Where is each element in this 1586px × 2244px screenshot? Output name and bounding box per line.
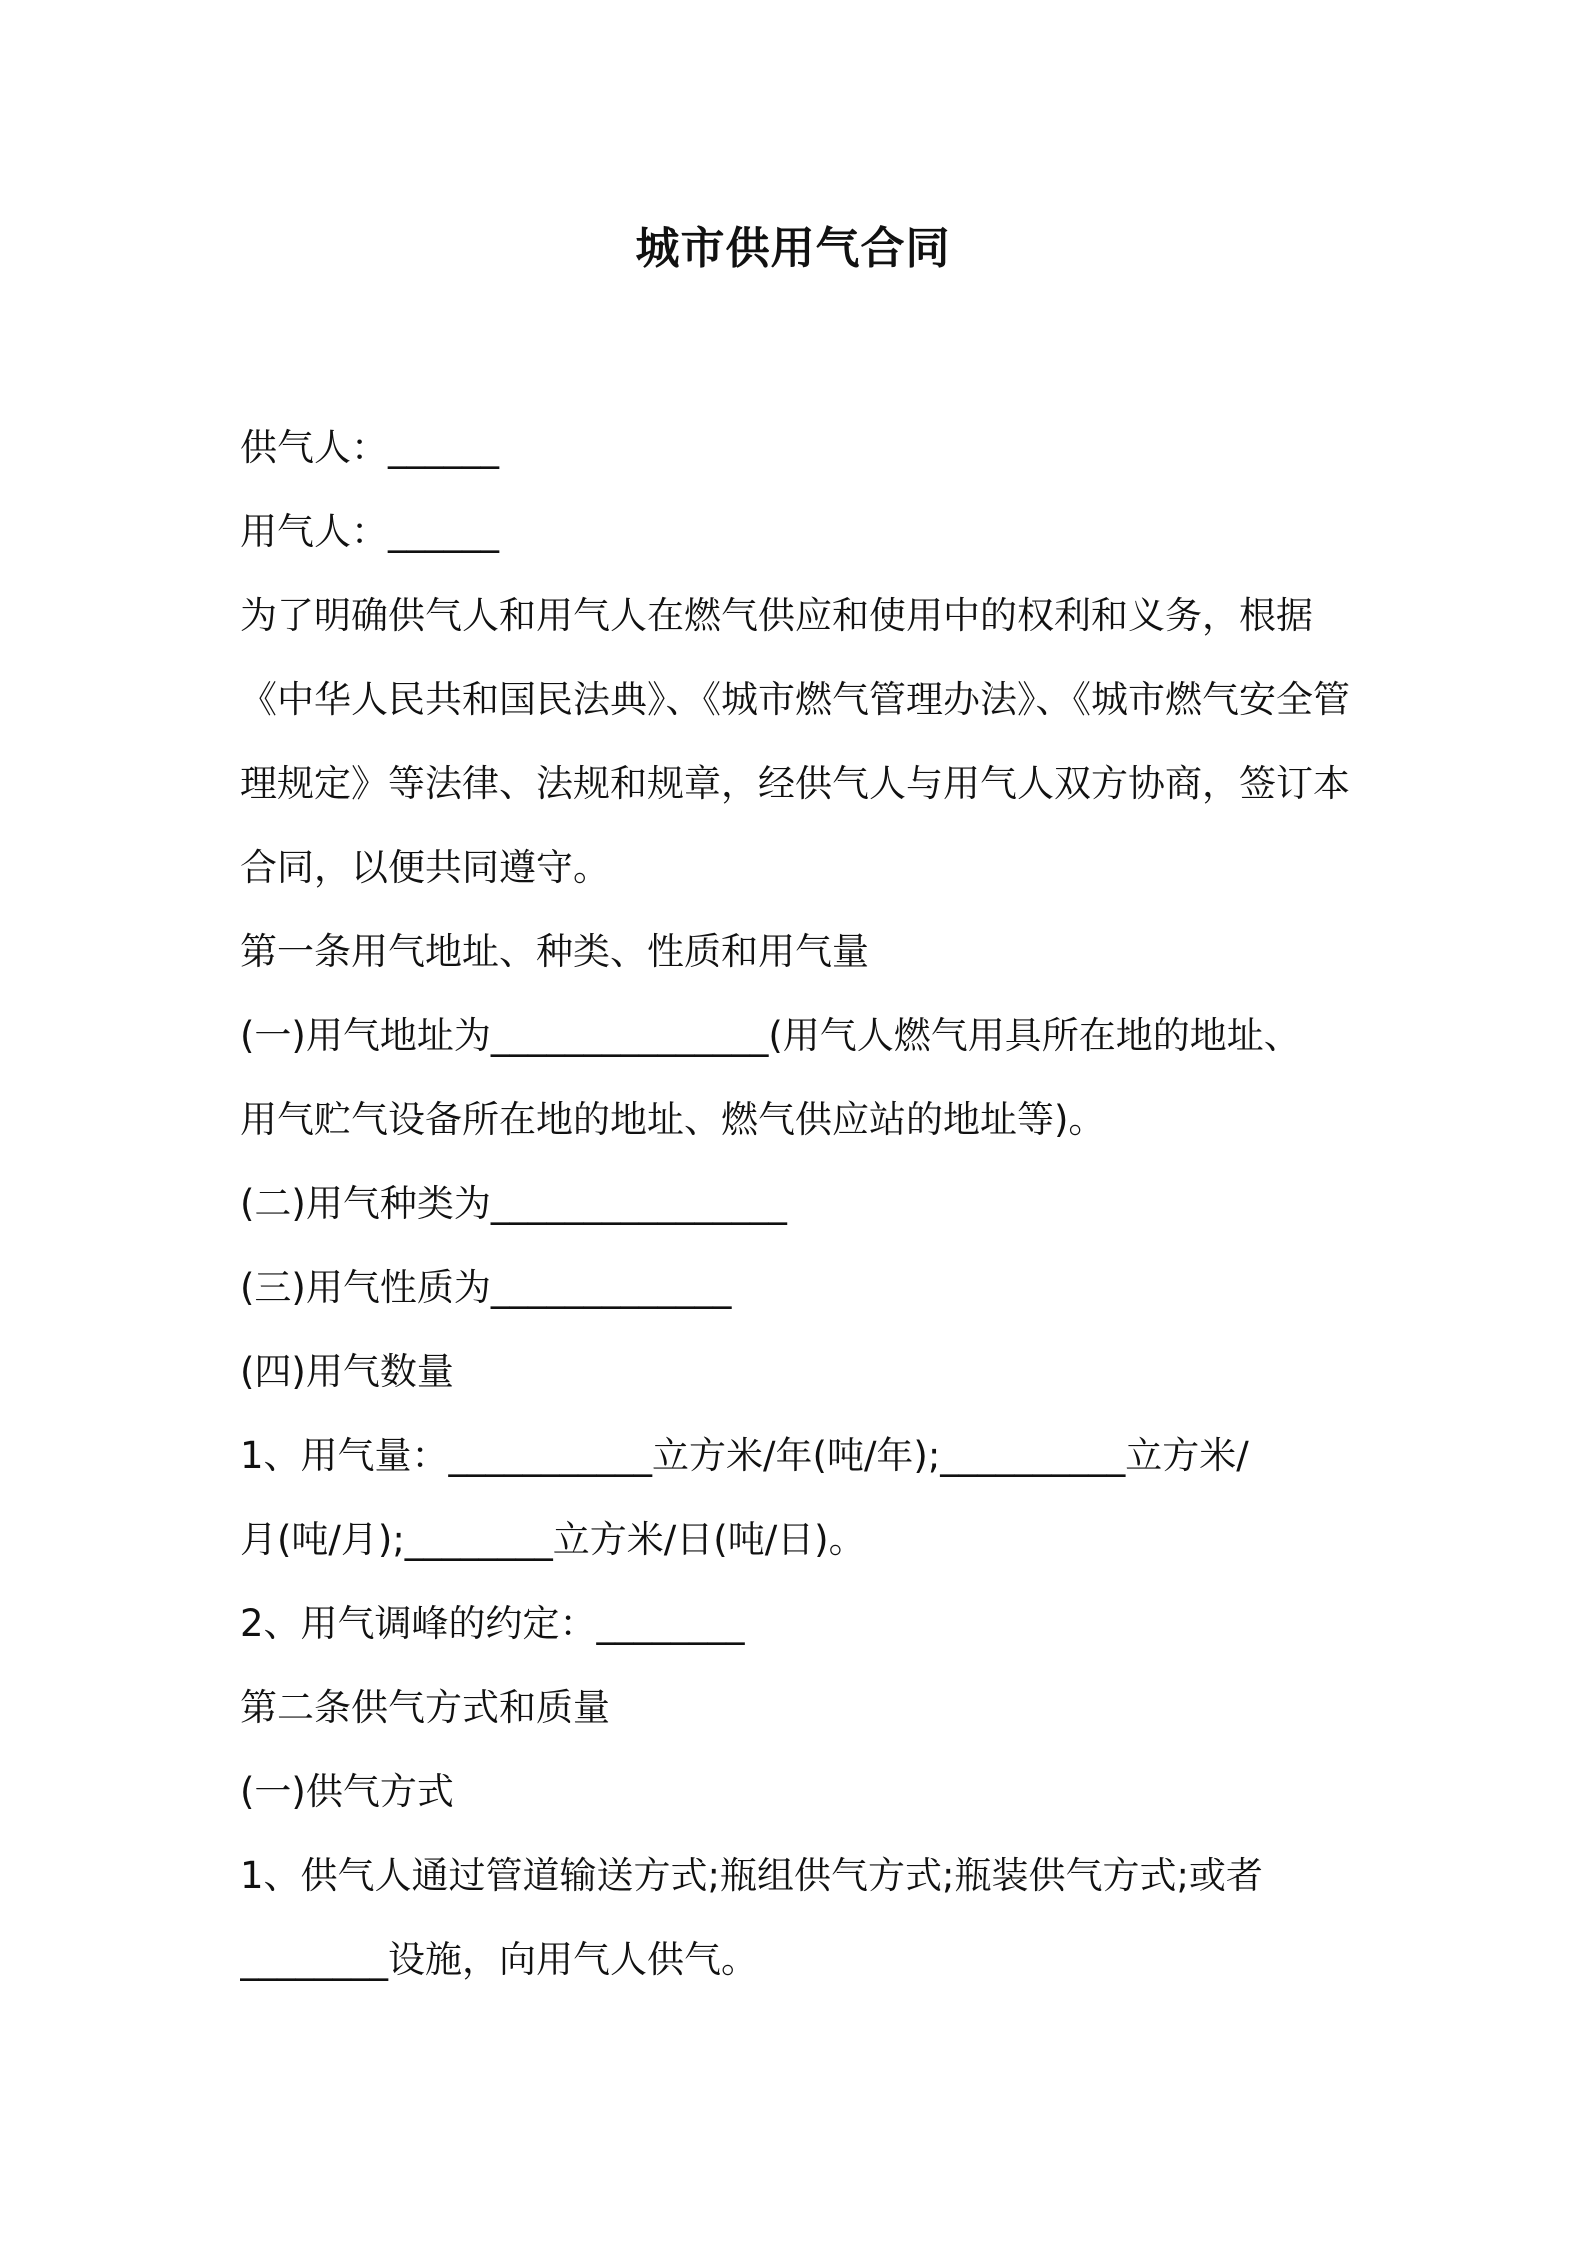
supply-method-heading: (一)供气方式 <box>240 1770 454 1813</box>
quantity-line-1: 1、用气量：___________立方米/年(吨/年);__________立方米/ <box>240 1434 1249 1477</box>
document-body <box>240 406 1360 2002</box>
preamble-line-4: 合同，以便共同遵守。 <box>240 846 610 889</box>
clause-gas-type: (二)用气种类为________________ <box>240 1182 787 1225</box>
preamble-line-2: 《中华人民共和国民法典》、《城市燃气管理办法》、《城市燃气安全管 <box>240 678 1350 721</box>
clause-address-line-1: (一)用气地址为_______________(用气人燃气用具所在地的地址、 <box>240 1014 1301 1057</box>
peak-shaving-line: 2、用气调峰的约定：________ <box>240 1602 745 1645</box>
supplier-line: 供气人：______ <box>240 426 499 469</box>
supply-method-line-2: ________设施，向用气人供气。 <box>240 1938 758 1981</box>
consumer-line: 用气人：______ <box>240 510 499 553</box>
clause-address-line-2: 用气贮气设备所在地的地址、燃气供应站的地址等)。 <box>240 1098 1106 1141</box>
clause-gas-nature: (三)用气性质为_____________ <box>240 1266 732 1309</box>
article-1-heading: 第一条用气地址、种类、性质和用气量 <box>240 930 869 973</box>
preamble-line-3: 理规定》等法律、法规和规章，经供气人与用气人双方协商，签订本 <box>240 762 1350 805</box>
clause-gas-quantity-heading: (四)用气数量 <box>240 1350 454 1393</box>
article-2-heading: 第二条供气方式和质量 <box>240 1686 610 1729</box>
quantity-line-2: 月(吨/月);________立方米/日(吨/日)。 <box>240 1518 866 1561</box>
supply-method-line-1: 1、供气人通过管道输送方式;瓶组供气方式;瓶装供气方式;或者 <box>240 1854 1263 1897</box>
document-title: 城市供用气合同 <box>635 223 951 274</box>
preamble-line-1: 为了明确供气人和用气人在燃气供应和使用中的权利和义务，根据 <box>240 594 1313 637</box>
